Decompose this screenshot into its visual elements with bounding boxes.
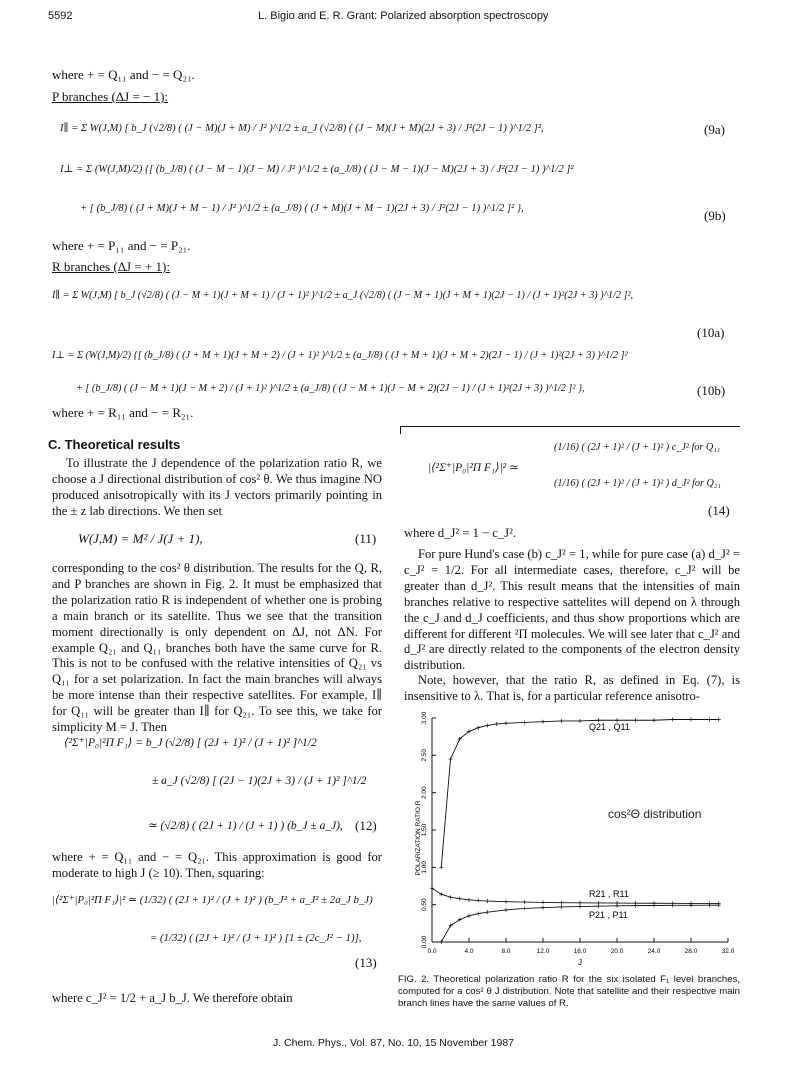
paragraph-2: corresponding to the cos² θ distribution. The results for the Q, R, and P branches are shown in Fig. 2. It must be emphasized that the polarization ratio R is independent of whether one is probing a main branch or its satellite. Thus we see that the transition moment directionally is only dependent on ΔJ, not ΔN. For example Q₂₁ and Q₁₁ branches both have the same curve for R. This is not to be confused with the relative intensities of Q₂₁ vs Q₁₁ for a set polarization. In fact the main branches will always be more intense than their respective satellites. For example, I∥ for Q₁₁ will be greater than I∥ for Q₂₁. To see this, we take for simplicity M = J. Then [52,561,382,735]
equation-10b-line2: + [ (b_J/8) ( (J − M + 1)(J − M + 2) / (J + 1)² )^1/2 ± (a_J/8) ( (J − M + 1)(J − M + 2)(2J − 1) / (J + 1)²(2J + 3) )^1/2 ]² }, [76,383,585,394]
x-tick-label: 12.0 [536,948,550,955]
chart-annotation: cos²Θ distribution [608,807,702,821]
series-point-2 [476,912,480,916]
x-tick-label: 4.0 [464,948,474,955]
y-tick-label: 1.50 [421,823,428,837]
y-tick-label: 0.50 [421,898,428,911]
equation-12-line3: ≃ (√2/8) ( (2J + 1) / (J + 1) ) (b_J ± a_J), [148,820,343,832]
y-tick-label: 2.50 [421,749,428,762]
series-point-1 [449,895,453,899]
x-tick-label: 20.0 [610,948,624,955]
equation-13-line1: |⟨²Σ⁺|P₀|²Π F₁⟩|² ≃ (1/32) ( (2J + 1)² / (J + 1)² ) (b_J² + a_J² ± 2a_J b_J) [52,894,373,906]
series-point-0 [541,720,545,724]
series-point-0 [523,720,527,724]
column-rule-tick [400,426,401,434]
series-line-1 [432,888,719,903]
series-point-0 [486,723,490,727]
figure-caption: FIG. 2. Theoretical polarization ratio R for the six isolated F₁ level branches, computed for a cos² θ J distribution. Note that satellite and their respective main branch lines have the same values of R. [398,974,740,1009]
y-axis-label: POLARIZATION RATIO R [415,800,422,876]
chart-ticks [421,711,735,955]
where-p-line: where + = P₁₁ and − = P₂₁. [52,238,191,253]
series-point-2 [615,904,619,908]
series-point-0 [560,719,564,723]
y-tick-label: 3.00 [421,711,428,725]
series-point-0 [439,865,443,869]
series-point-2 [467,914,471,918]
series-point-2 [486,910,490,914]
equation-10a-number: (10a) [697,325,725,340]
x-tick-label: 28.0 [684,948,698,955]
paragraph-5: For pure Hund's case (b) c_J² = 1, while for pure case (a) d_J² = c_J² = 1/2. For all intermediate cases, therefore, c_J² will be greater than d_J². This result means that the intensities of main branches relative to respective sattelites will depend on λ through the c_J and d_J coefficients, and thus show proportions which are different for different ²Π molecules. We will see later that c_J² and d_J² are directly related to the components of the electron density distribution. [404,547,740,673]
x-tick-label: 24.0 [647,948,661,955]
equation-9b-line2: + [ (b_J/8) ( (J + M)(J + M − 1) / J² )^1/2 ± (a_J/8) ( (J + M)(J + M − 1)(2J + 3) / J²(2J − 1) )^1/2 ]² }, [80,203,524,214]
series-point-1 [467,898,471,902]
y-tick-label: 1.00 [421,861,428,874]
equation-11: W(J,M) = M² / J(J + 1), [78,531,203,546]
series-point-0 [504,721,508,725]
series-point-0 [708,717,712,721]
series-point-2 [689,903,693,907]
x-tick-label: 0.0 [427,948,437,955]
equation-12-number: (12) [355,818,377,833]
section-heading: C. Theoretical results [48,437,181,452]
x-tick-label: 32.0 [721,948,735,955]
equation-10b-number: (10b) [697,383,726,398]
series-point-1 [541,900,545,904]
series-line-2 [441,905,719,942]
series-point-1 [476,899,480,903]
running-title: L. Bigio and E. R. Grant: Polarized absorption spectroscopy [258,10,549,22]
p-branches-heading: P branches (ΔJ = − 1): [52,89,169,104]
equation-10b-line1: I⊥ = Σ (W(J,M)/2) {[ (b_J/8) ( (J + M + 1)(J + M + 2) / (J + 1)² )^1/2 ± (a_J/8) ( (J + M + 1)(J + M + 2)(2J − 1) / (J + 1)²(2J + 3) )^1/2 ]² [52,350,628,361]
series-point-2 [634,904,638,908]
series-point-2 [439,940,443,944]
series-point-0 [717,717,721,721]
equation-12-line1: ⟨²Σ⁺|P₀|²Π F₁⟩ = b_J (√2/8) [ (2J + 1)² / (J + 1)² ]^1/2 [64,737,317,749]
series-point-2 [578,905,582,909]
y-tick-label: 0.00 [421,935,428,949]
r-branches-heading: R branches (ΔJ = + 1): [52,259,170,274]
series-label-0: Q21 , Q11 [589,722,630,733]
series-point-0 [449,757,453,761]
equation-13-number: (13) [355,955,377,970]
paragraph-3: where + = Q₁₁ and − = Q₂₁. This approximation is good for moderate to high J (≥ 10). Then, squaring: [52,850,382,880]
x-tick-label: 16.0 [573,948,587,955]
series-point-2 [560,905,564,909]
series-point-0 [689,717,693,721]
journal-footer: J. Chem. Phys., Vol. 87, No. 10, 15 November 1987 [272,1037,515,1049]
page-number: 5592 [48,10,73,22]
equation-9b-number: (9b) [704,208,726,223]
series-point-1 [523,900,527,904]
equation-11-number: (11) [355,531,377,546]
figure-2-chart [398,710,738,970]
chart-series [430,717,721,944]
series-line-0 [441,719,719,867]
series-point-0 [578,719,582,723]
series-point-2 [523,906,527,910]
series-point-1 [560,901,564,905]
series-point-2 [504,908,508,912]
where-r-line: where + = R₁₁ and − = R₂₁. [52,405,194,420]
series-point-0 [652,718,656,722]
x-tick-label: 8.0 [501,948,511,955]
paragraph-4: where c_J² = 1/2 + a_J b_J. We therefore obtain [52,991,293,1005]
series-point-0 [634,718,638,722]
column-rule [400,426,740,427]
series-label-2: P21 , P11 [589,909,628,920]
series-point-1 [458,897,462,901]
equation-13-line2: = (1/32) ( (2J + 1)² / (J + 1)² ) [1 ± (2c_J² − 1)], [150,932,362,944]
equation-12-line2: ± a_J (√2/8) [ (2J − 1)(2J + 3) / (J + 1)² ]^1/2 [152,775,367,787]
where-q-line: where + = Q₁₁ and − = Q₂₁. [52,67,195,82]
equation-14-number: (14) [708,503,730,518]
equation-14-lhs: |⟨²Σ⁺|P₀|²Π F₁⟩|² ≃ [428,462,519,474]
equation-14-top: (1/16) ( (2J + 1)² / (J + 1)² ) c_J² for Q₁₁ [554,442,721,453]
x-axis-label: J [578,958,582,967]
series-point-2 [597,904,601,908]
series-point-1 [578,901,582,905]
equation-14-bottom: (1/16) ( (2J + 1)² / (J + 1)² ) d_J² for Q₂₁ [554,478,721,489]
series-point-0 [476,726,480,730]
series-point-1 [504,900,508,904]
series-point-2 [671,903,675,907]
series-point-0 [495,722,499,726]
series-label-1: R21 , R11 [589,889,629,900]
series-point-2 [541,906,545,910]
equation-9b-line1: I⊥ = Σ (W(J,M)/2) {[ (b_J/8) ( (J − M − 1)(J − M) / J² )^1/2 ± (a_J/8) ( (J − M − 1)(J − M)(2J + 3) / J²(2J − 1) )^1/2 ]² [60,164,574,175]
equation-9a: I∥ = Σ W(J,M) [ b_J (√2/8) ( (J − M)(J + M) / J² )^1/2 ± a_J (√2/8) ( (J − M)(J + M)(2J + 3) / J²(2J − 1) )^1/2 ]², [60,123,544,134]
paragraph-6: Note, however, that the ratio R, as defined in Eq. (7), is insensitive to λ. That is, for a particular reference anisotro- [404,673,740,703]
paragraph-1: To illustrate the J dependence of the polarization ratio R, we choose a J directional distribution of cos² θ. We thus imagine NO produced anisotropically with its J vectors primarily pointing in the ± z lab directions. We then set [52,456,382,518]
equation-10a: I∥ = Σ W(J,M) [ b_J (√2/8) ( (J − M + 1)(J + M + 1) / (J + 1)² )^1/2 ± a_J (√2/8) ( (J − M + 1)(J + M + 1)(2J − 1) / (J + 1)²(2J + 3) )^1/2 ]², [52,290,634,301]
series-point-2 [652,903,656,907]
series-point-0 [671,717,675,721]
series-point-1 [486,899,490,903]
y-tick-label: 2.00 [421,786,428,799]
equation-9a-number: (9a) [704,122,725,137]
where-d-line: where d_J² = 1 − c_J². [404,526,516,540]
